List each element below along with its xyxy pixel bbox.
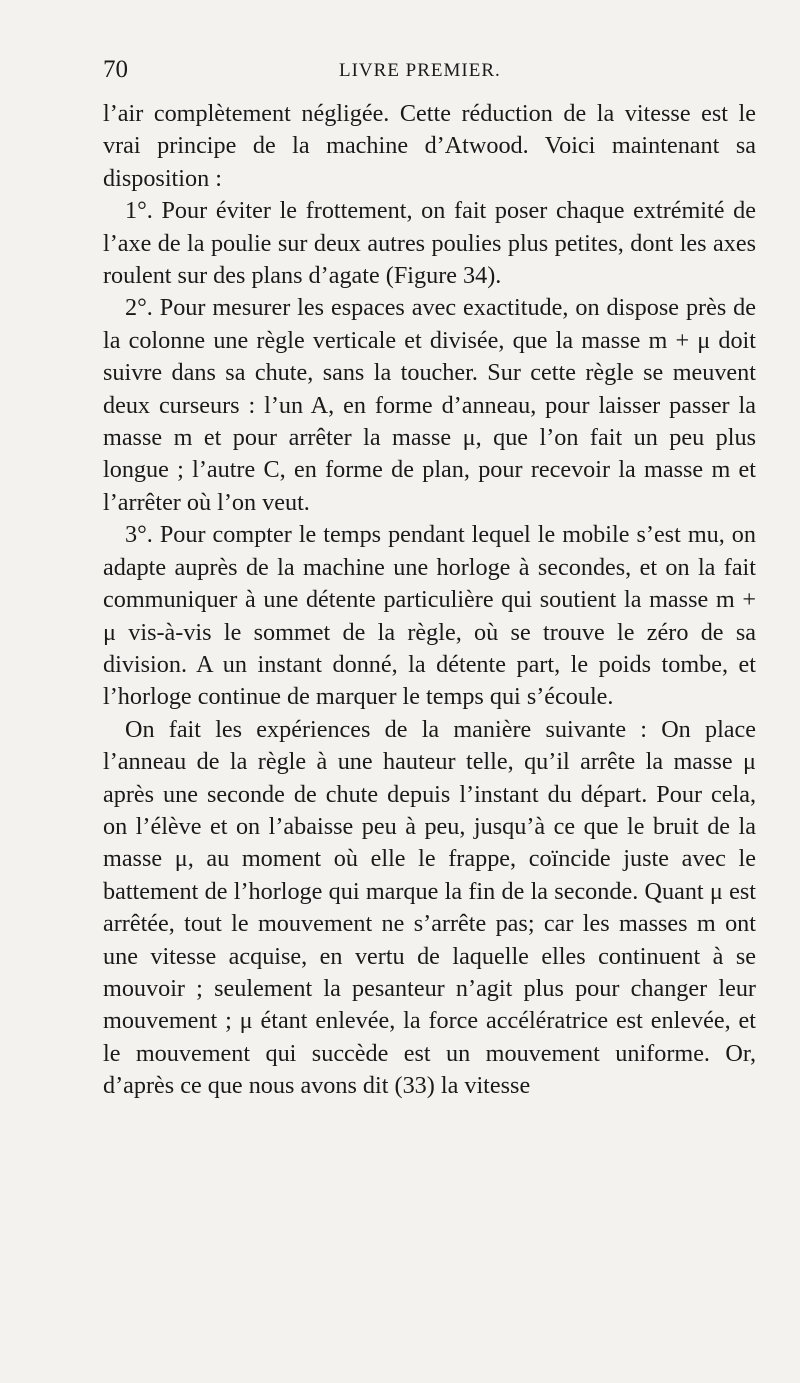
paragraph-item-3: 3°. Pour compter le temps pendant lequel le mobile s’est mu, on adapte auprès de la machine une horloge à secondes, et on la fait communiquer à une détente particulière qui soutient la masse m + μ vis-à-vis le sommet de la règle, où se trouve le zéro de sa division. A un instant donné, la détente part, le poids tombe, et l’horloge continue de marquer le temps qui s’écoule.: [103, 521, 756, 711]
page-header: [103, 56, 756, 96]
paragraph-item-1: 1°. Pour éviter le frottement, on fait poser chaque extrémité de l’axe de la poulie sur deux autres poulies plus petites, dont les axes roulent sur des plans d’agate (Figure 34).: [103, 197, 756, 290]
running-head: LIVRE PREMIER.: [339, 60, 501, 81]
paragraph-continuation: l’air complètement négligée. Cette réduction de la vitesse est le vrai principe de la machine d’Atwood. Voici maintenant sa disposition :: [103, 100, 756, 192]
paragraph-item-2: 2°. Pour mesurer les espaces avec exactitude, on dispose près de la colonne une règle verticale et divisée, que la masse m + μ doit suivre dans sa chute, sans la toucher. Sur cette règle se meuvent deux curseurs : l’un A, en forme d’anneau, pour laisser passer la masse m et pour arrêter la masse μ, que l’on fait un peu plus longue ; l’autre C, en forme de plan, pour recevoir la masse m et l’arrêter où l’on veut.: [103, 294, 756, 516]
paragraph-experiments: On fait les expériences de la manière suivante : On place l’anneau de la règle à une hauteur telle, qu’il arrête la masse μ après une seconde de chute depuis l’instant du départ. Pour cela, on l’élève et on l’abaisse peu à peu, jusqu’à ce que le bruit de la masse μ, au moment où elle le frappe, coïncide juste avec le battement de l’horloge qui marque la fin de la seconde. Quant μ est arrêtée, tout le mouvement ne s’arrête pas; car les masses m ont une vitesse acquise, en vertu de laquelle elles continuent à se mouvoir ; seulement la pesanteur n’agit plus pour changer leur mouvement ; μ étant enlevée, la force accélératrice est enlevée, et le mouvement qui succède est un mouvement uniforme. Or, d’après ce que nous avons dit (33) la vitesse: [103, 715, 756, 1100]
page-number: 70: [103, 56, 128, 83]
body-text: [103, 98, 756, 1103]
